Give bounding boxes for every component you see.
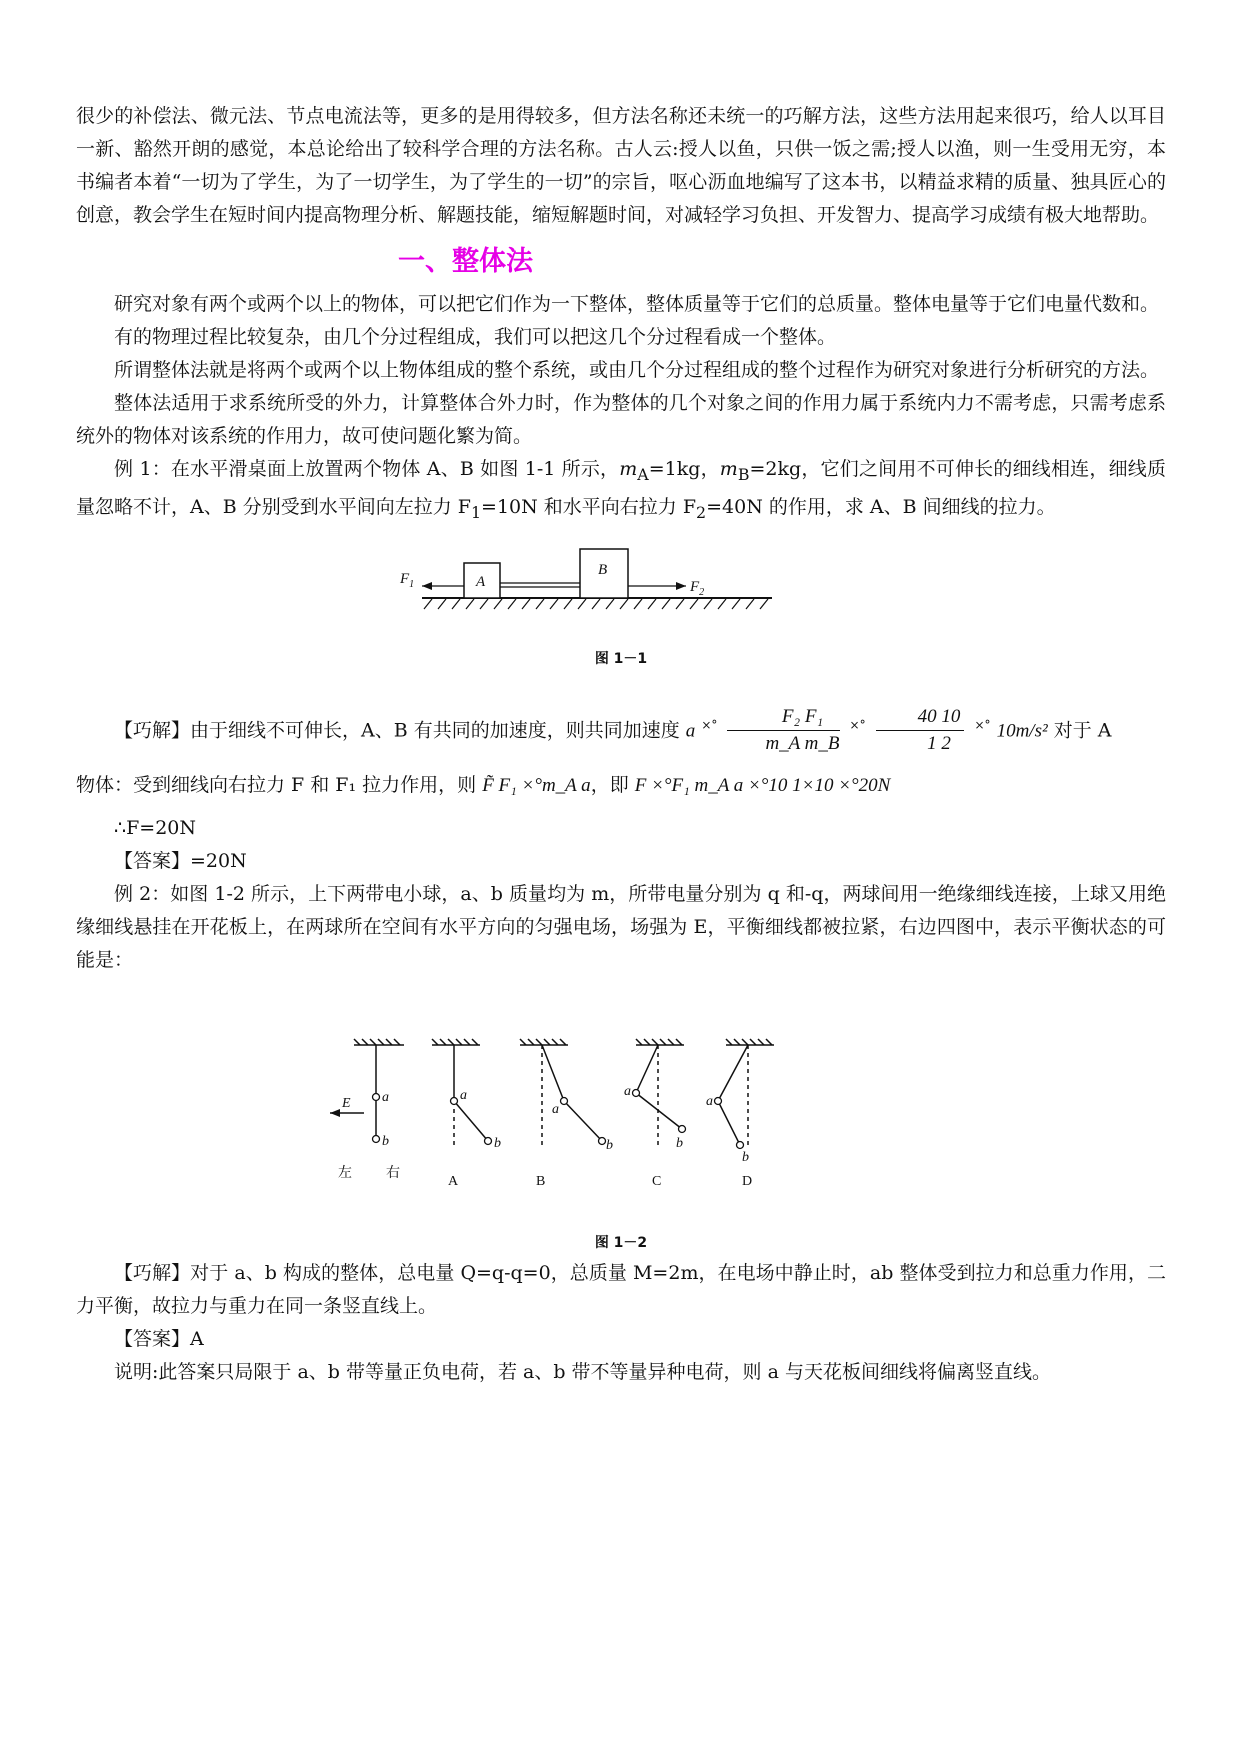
label-a: A [476,573,486,590]
paragraph: 所谓整体法就是将两个或两个以上物体组成的整个系统，或由几个分过程组成的整个过程作为研究对象进行分析研究的方法。 [114,359,1160,381]
fraction-values: $\frac{40 10}{1 2}$ [876,704,965,757]
label-f2: $F_2$ [690,578,705,598]
figure-1-2-diagram [76,1037,1166,1227]
svg-text:b: b [382,1134,389,1150]
paragraph: 有的物理过程比较复杂，由几个分过程组成，我们可以把这几个分过程看成一个整体。 [114,326,837,348]
option-a-label: A [448,1174,459,1190]
document-page [76,100,1166,1389]
arrow-left-icon [422,582,432,590]
figure-1-1-diagram [76,543,1166,643]
solution-1-line-1: 【巧解】由于细线不可伸长，A、B 有共同的加速度，则共同加速度 a ×° $\frac{\text{F₂ F₁}}{\text{m\_A m\_B}}$ ×° $\frac{40 10}{1 2}$ ×° 10m/s² 对于 A [76,703,1166,758]
svg-text:a: a [460,1088,467,1104]
label-right: 右 [386,1165,400,1182]
figure-1-1 [76,543,1166,673]
svg-text:b: b [494,1136,501,1152]
figure-1-2 [76,1037,1166,1257]
option-d-label: D [742,1174,753,1190]
note: 说明:此答案只局限于 a、b 带等量正负电荷，若 a、b 带不等量异种电荷，则 a 与天花板间细线将偏离竖直线。 [114,1361,1051,1384]
solution-2-explain: 【巧解】对于 a、b 构成的整体，总电量 Q=q-q=0，总质量 M=2m，在电场中静止时，ab 整体受到拉力和总重力作用，二力平衡，故拉力与重力在同一条竖直线上。 [76,1262,1166,1318]
paragraph: 研究对象有两个或两个以上的物体，可以把它们作为一下整体，整体质量等于它们的总质量。整体电量等于它们电量代数和。 [114,293,1160,315]
option-c-label: C [652,1174,662,1190]
intro-paragraph: 很少的补偿法、微元法、节点电流法等，更多的是用得较多，但方法名称还未统一的巧解方法，这些方法用起来很巧，给人以耳目一新、豁然开朗的感觉，本总论给出了较科学合理的方法名称。古人云:授人以鱼，只供一饭之需;授人以渔，则一生受用无穷，本书编者本着“一切为了学生，为了一切学生，为了学生的一切”的宗旨，呕心沥血地编写了这本书，以精益求精的质量、独具匠心的创意，教会学生在短时间内提高物理分析、解题技能，缩短解题时间，对减轻学习负担、开发智力、提高学习成绩有极大地帮助。 [76,105,1166,226]
label-f1: $F_1$ [400,570,415,590]
svg-text:a: a [382,1090,389,1106]
solution-1-line-2: 物体：受到细线向右拉力 F 和 F₁ 拉力作用，则 F̃ F₁ ×°m_A a，即 F ×°F₁ m_A a ×°10 1×10 ×°20N [76,774,891,797]
svg-text:b: b [742,1150,749,1166]
figure-1-1-caption: 图 1－1 [594,650,648,667]
label-left: 左 [338,1165,352,1182]
section-title: 一、整体法 [398,246,533,277]
svg-text:a: a [552,1102,559,1118]
option-b-label: B [536,1174,546,1190]
answer-2: 【答案】A [114,1328,204,1351]
paragraph: 整体法适用于求系统所受的外力，计算整体合外力时，作为整体的几个对象之间的作用力属于系统内力不需考虑，只需考虑系统外的物体对该系统的作用力，故可使问题化繁为简。 [76,392,1166,447]
example-2-text: 例 2：如图 1-2 所示，上下两带电小球，a、b 质量均为 m，所带电量分别为 q 和-q，两球间用一绝缘细线连接，上球又用绝缘细线悬挂在开花板上，在两球所在空间有水平方向的匀强电场，场强为 E，平衡细线都被拉紧，右边四图中，表示平衡状态的可能是： [76,883,1166,972]
arrow-right-icon [676,582,686,590]
figure-1-2-caption: 图 1－2 [594,1235,648,1252]
svg-text:a: a [706,1094,713,1110]
svg-text:b: b [606,1138,613,1154]
svg-text:a: a [624,1084,631,1100]
therefore-line: ∴F=20N [114,817,196,840]
answer-1: 【答案】=20N [114,850,247,873]
example-1-text: 例 1：在水平滑桌面上放置两个物体 A、B 如图 1-1 所示，$m_A=1kg$，$m_B=2kg$，它们之间用不可伸长的细线相连，细线质量忽略不计，A、B 分别受到水平间向左拉力 $F_1=10N$ 和水平向右拉力 $F_2=40N$ 的作用，求 A、B 间细线的拉力。 [76,458,1166,522]
label-e: E [342,1096,351,1112]
svg-text:b: b [676,1136,683,1152]
label-b: B [598,561,608,578]
arrow-left-icon [330,1109,340,1117]
fraction-forces: $\frac{\text{F₂ F₁}}{\text{m\_A m\_B}}$ [727,704,839,757]
